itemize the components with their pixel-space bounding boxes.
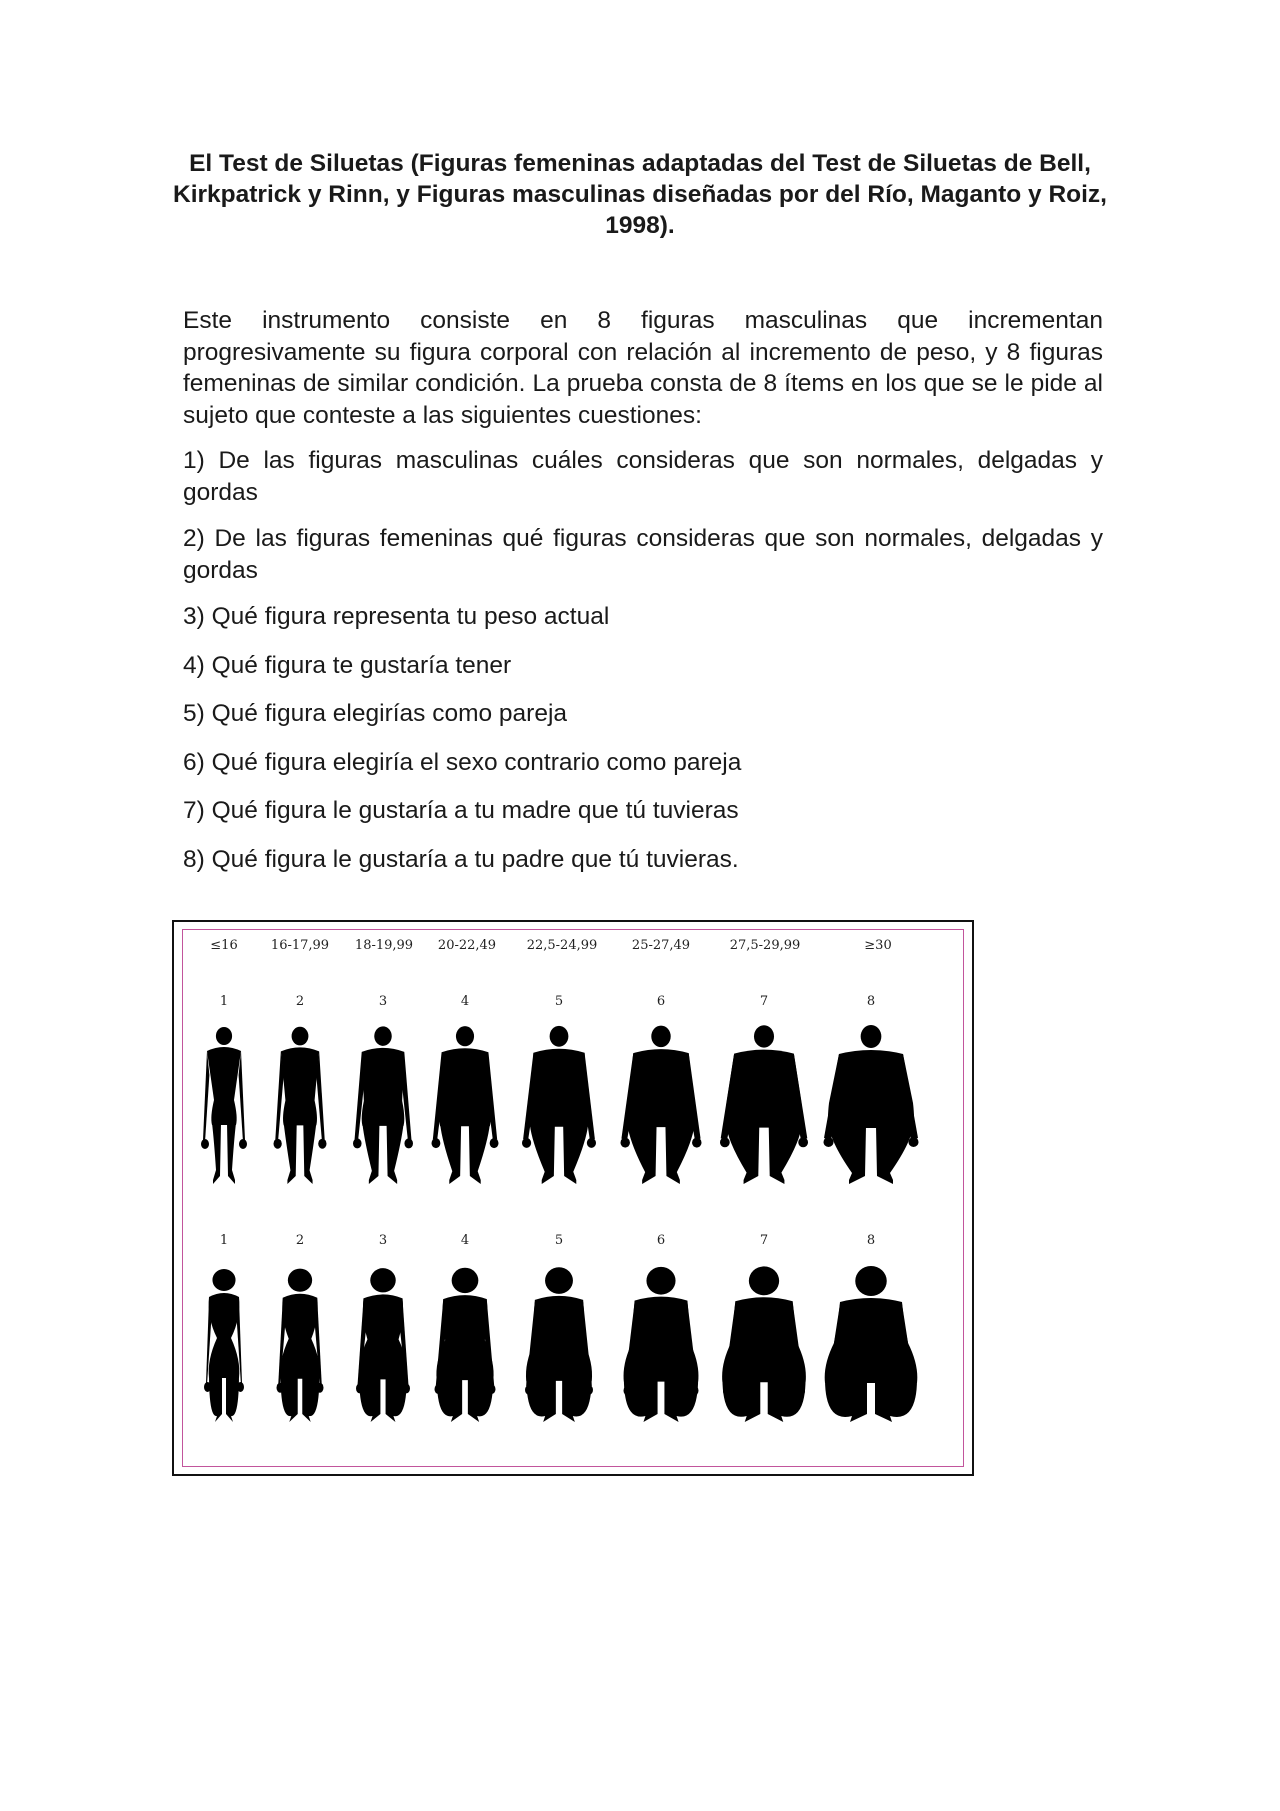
female-figure-number: 8	[866, 1233, 876, 1248]
question-item: 6) Qué figura elegiría el sexo contrario como pareja	[183, 748, 742, 776]
imc-range-label: ≥30	[864, 938, 892, 953]
female-figure-number: 2	[295, 1233, 305, 1248]
male-silhouette	[274, 1027, 327, 1184]
question-item: 8) Qué figura le gustaría a tu padre que tú tuvieras.	[183, 845, 739, 873]
female-figure-number: 1	[219, 1233, 229, 1248]
document-title: El Test de Siluetas (Figuras femeninas adaptadas del Test de Siluetas de Bell, Kirkpatrick y Rinn, y Figuras masculinas diseñadas por del Río, Maganto y Roiz, 1998).	[173, 150, 1107, 239]
female-figure-number: 5	[554, 1233, 564, 1248]
female-silhouette	[435, 1268, 496, 1422]
question-item: 2) De las figuras femeninas qué figuras consideras que son normales, delgadas y gordas	[183, 525, 1103, 584]
male-silhouette	[621, 1026, 702, 1184]
question-item: 1) De las figuras masculinas cuáles consideras que son normales, delgadas y gordas	[183, 447, 1103, 506]
question-item: 5) Qué figura elegirías como pareja	[183, 700, 568, 727]
question-item: 7) Qué figura le gustaría a tu madre que tú tuvieras	[183, 797, 739, 824]
female-silhouette	[356, 1268, 410, 1422]
female-silhouette	[624, 1267, 699, 1422]
silhouette-figure	[172, 920, 974, 1476]
male-silhouette	[353, 1026, 413, 1184]
female-figure-number: 6	[656, 1233, 666, 1248]
male-figure-number: 3	[378, 994, 388, 1009]
question-list	[183, 445, 1103, 875]
female-figure-number: 4	[460, 1233, 470, 1248]
question-item: 4) Qué figura te gustaría tener	[183, 651, 512, 679]
imc-range-label: 18-19,99	[354, 938, 414, 953]
female-silhouette	[525, 1267, 593, 1422]
male-silhouette	[522, 1026, 596, 1184]
male-figure-number: 2	[295, 994, 305, 1009]
male-silhouette	[720, 1025, 808, 1184]
male-figure-number: 5	[554, 994, 564, 1009]
male-figure-number: 4	[460, 994, 470, 1009]
male-figure-number: 6	[656, 994, 666, 1009]
imc-range-label: 20-22,49	[437, 938, 497, 953]
female-figure-number: 7	[759, 1233, 769, 1248]
female-silhouette	[722, 1266, 806, 1422]
silhouettes-graphic	[174, 922, 976, 1478]
male-figure-number: 7	[759, 994, 769, 1009]
female-figure-number: 3	[378, 1233, 388, 1248]
male-silhouette	[201, 1027, 247, 1184]
imc-range-label: 16-17,99	[270, 938, 330, 953]
question-item: 3) Qué figura representa tu peso actual	[183, 603, 610, 630]
female-silhouette	[204, 1269, 244, 1422]
intro-paragraph: Este instrumento consiste en 8 figuras masculinas que incrementan progresivamente su figura corporal con relación al incremento de peso, y 8 figuras femeninas de similar condición. La prueba consta de 8 ítems en los que se le pide al sujeto que conteste a las siguientes cuestiones:	[183, 307, 1103, 429]
imc-range-label: ≤16	[210, 938, 238, 953]
female-silhouette	[825, 1266, 918, 1422]
imc-range-label: 25-27,49	[631, 938, 691, 953]
male-silhouette	[432, 1026, 499, 1184]
document-body	[183, 305, 1103, 892]
male-silhouette	[824, 1025, 919, 1184]
male-figure-number: 8	[866, 994, 876, 1009]
male-figure-number: 1	[219, 994, 229, 1009]
female-silhouette	[277, 1269, 324, 1422]
imc-range-label: 27,5-29,99	[729, 938, 801, 953]
imc-range-label: 22,5-24,99	[526, 938, 598, 953]
